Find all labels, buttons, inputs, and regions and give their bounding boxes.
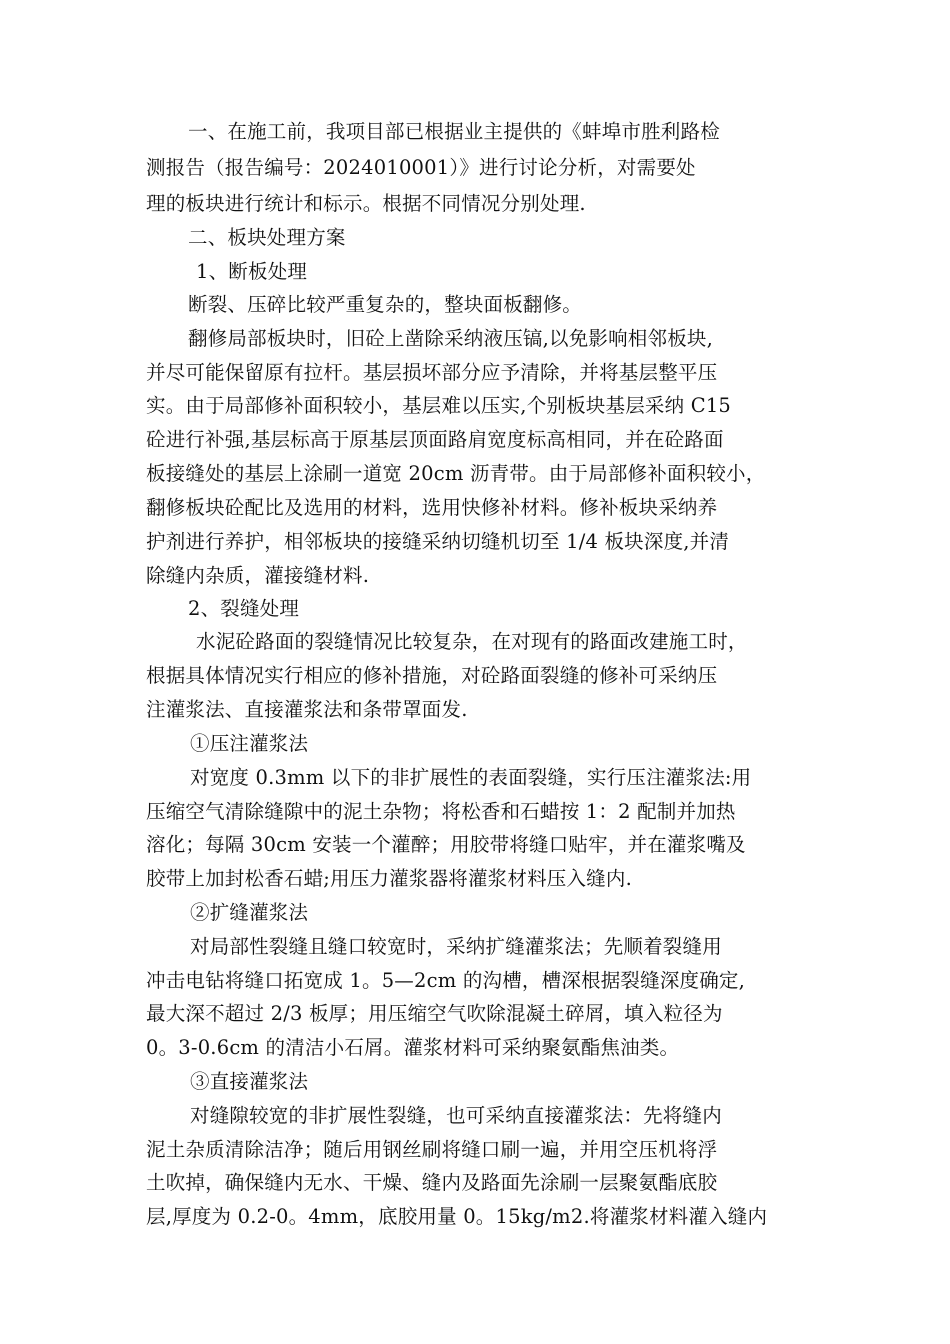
text-line: 最大深不超过 2/3 板厚；用压缩空气吹除混凝土碎屑，填入粒径为 bbox=[146, 1002, 723, 1025]
text-line: 理的板块进行统计和标示。根据不同情况分别处理. bbox=[146, 192, 586, 215]
text-line: 实。由于局部修补面积较小，基层难以压实,个别板块基层采纳 C15 bbox=[146, 394, 732, 417]
text-line: 对缝隙较宽的非扩展性裂缝，也可采纳直接灌浆法：先将缝内 bbox=[190, 1104, 722, 1127]
section-heading: 二、板块处理方案 bbox=[188, 226, 346, 249]
text-line: 并尽可能保留原有拉杆。基层损坏部分应予清除，并将基层整平压 bbox=[146, 361, 718, 384]
text-line: 0。3-0.6cm 的清洁小石屑。灌浆材料可采纳聚氨酯焦油类。 bbox=[146, 1036, 680, 1059]
text-line: 一、在施工前，我项目部已根据业主提供的《蚌埠市胜利路检 bbox=[188, 120, 720, 143]
text-line: 翻修局部板块时，旧砼上凿除采纳液压镐,以免影响相邻板块, bbox=[188, 327, 713, 350]
text-line: 泥土杂质清除洁净；随后用钢丝刷将缝口刷一遍，并用空压机将浮 bbox=[146, 1138, 718, 1161]
subsection-heading: 1、断板处理 bbox=[196, 260, 308, 283]
text-line: 板接缝处的基层上涂刷一道宽 20cm 沥青带。由于局部修补面积较小， bbox=[146, 462, 766, 485]
text-line: 溶化；每隔 30cm 安装一个灌醉；用胶带将缝口贴牢，并在灌浆嘴及 bbox=[146, 833, 746, 856]
text-line: 对局部性裂缝且缝口较宽时，采纳扩缝灌浆法；先顺着裂缝用 bbox=[190, 935, 722, 958]
text-line: 注灌浆法、直接灌浆法和条带罩面发. bbox=[146, 698, 468, 721]
text-line: 土吹掉，确保缝内无水、干燥、缝内及路面先涂刷一层聚氨酯底胶 bbox=[146, 1171, 718, 1194]
text-line: 胶带上加封松香石蜡;用压力灌浆器将灌浆材料压入缝内. bbox=[146, 867, 632, 890]
text-line: 根据具体情况实行相应的修补措施，对砼路面裂缝的修补可采纳压 bbox=[146, 664, 718, 687]
text-line: 护剂进行养护，相邻板块的接缝采纳切缝机切至 1/4 板块深度,并清 bbox=[146, 530, 730, 553]
subsection-heading: 2、裂缝处理 bbox=[188, 597, 300, 620]
method-heading: ③直接灌浆法 bbox=[190, 1070, 309, 1093]
text-line: 翻修板块砼配比及选用的材料，选用快修补材料。修补板块采纳养 bbox=[146, 496, 718, 519]
method-heading: ①压注灌浆法 bbox=[190, 732, 309, 755]
text-line: 测报告（报告编号：2024010001）》进行讨论分析，对需要处 bbox=[146, 156, 696, 179]
text-line: 水泥砼路面的裂缝情况比较复杂，在对现有的路面改建施工时， bbox=[196, 630, 748, 653]
text-line: 层,厚度为 0.2-0。4mm，底胶用量 0。15kg/m2.将灌浆材料灌入缝内 bbox=[146, 1205, 768, 1228]
text-line: 除缝内杂质，灌接缝材料. bbox=[146, 564, 370, 587]
text-line: 冲击电钻将缝口拓宽成 1。5—2cm 的沟槽，槽深根据裂缝深度确定, bbox=[146, 969, 746, 992]
method-heading: ②扩缝灌浆法 bbox=[190, 901, 309, 924]
text-line: 对宽度 0.3mm 以下的非扩展性的表面裂缝，实行压注灌浆法:用 bbox=[190, 766, 752, 789]
text-line: 断裂、压碎比较严重复杂的，整块面板翻修。 bbox=[188, 293, 583, 316]
text-line: 砼进行补强,基层标高于原基层顶面路肩宽度标高相同，并在砼路面 bbox=[146, 428, 724, 451]
text-line: 压缩空气清除缝隙中的泥土杂物；将松香和石蜡按 1：2 配制并加热 bbox=[146, 800, 736, 823]
